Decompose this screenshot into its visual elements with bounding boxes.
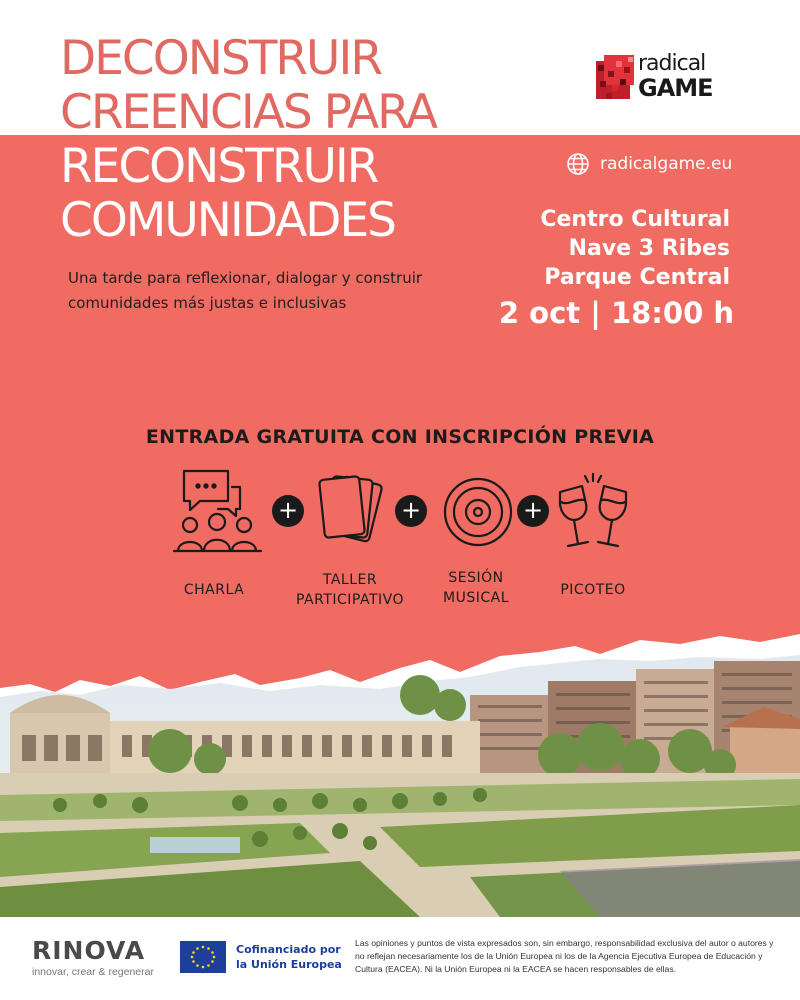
title-line-1: DECONSTRUIR <box>60 31 381 86</box>
disclaimer-text: Las opiniones y puntos de vista expresados son, sin embargo, responsabilidad exclusiva del autor o autores y no reflejan necesariamente los de la Unión Europea ni los de la Agencia Ejecutiva Europea de Educación y Cultura (EACEA). Ni la Unión Europea ni la EACEA se hacen responsables de ellas. <box>355 938 774 974</box>
cards-icon <box>310 470 390 552</box>
title-line-2: CREENCIAS PARA <box>60 85 437 140</box>
activity-label-picoteo: PICOTEO <box>560 582 626 598</box>
globe-icon <box>566 152 590 176</box>
website-link[interactable] <box>566 152 732 176</box>
venue <box>540 205 730 292</box>
title-line-4: COMUNIDADES <box>60 193 396 248</box>
entry-headline: ENTRADA GRATUITA CON INSCRIPCIÓN PREVIA <box>145 426 655 448</box>
venue-line-1: Centro Cultural <box>540 207 730 232</box>
eu-flag-icon <box>180 941 226 973</box>
footer <box>0 917 800 1000</box>
date-time: 2 oct | 18:00 h <box>498 296 734 330</box>
title-line-3: RECONSTRUIR <box>60 139 378 194</box>
eu-line-1: Cofinanciado por <box>236 943 341 956</box>
activity-label-charla: CHARLA <box>183 582 245 598</box>
eu-cofunding <box>180 941 342 973</box>
park-photo <box>0 655 800 917</box>
pixel-logo-icon <box>594 53 642 101</box>
logo-text-radical: radical <box>638 51 706 76</box>
radical-game-logo <box>594 50 734 106</box>
vinyl-icon <box>438 472 518 552</box>
logo-text-game: GAME <box>638 74 713 102</box>
wine-glasses-icon <box>552 472 634 554</box>
rinova-name: RINOVA <box>32 936 146 965</box>
activity-label-taller: TALLER PARTICIPATIVO <box>296 572 404 608</box>
talk-icon <box>170 465 265 557</box>
plus-icon: + <box>517 495 549 527</box>
plus-icon: + <box>272 495 304 527</box>
activity-label-sesion: SESIÓN MUSICAL <box>443 570 509 606</box>
website-text: radicalgame.eu <box>600 154 733 174</box>
event-subtitle: Una tarde para reflexionar, dialogar y construir comunidades más justas e inclusivas <box>68 269 423 312</box>
venue-line-3: Parque Central <box>544 265 730 290</box>
rinova-tagline: innovar, crear & regenerar <box>32 966 154 978</box>
rinova-logo <box>32 937 154 978</box>
plus-icon: + <box>395 495 427 527</box>
venue-line-2: Nave 3 Ribes <box>568 236 730 261</box>
event-title <box>60 32 436 248</box>
eu-line-2: la Unión Europea <box>236 958 342 971</box>
